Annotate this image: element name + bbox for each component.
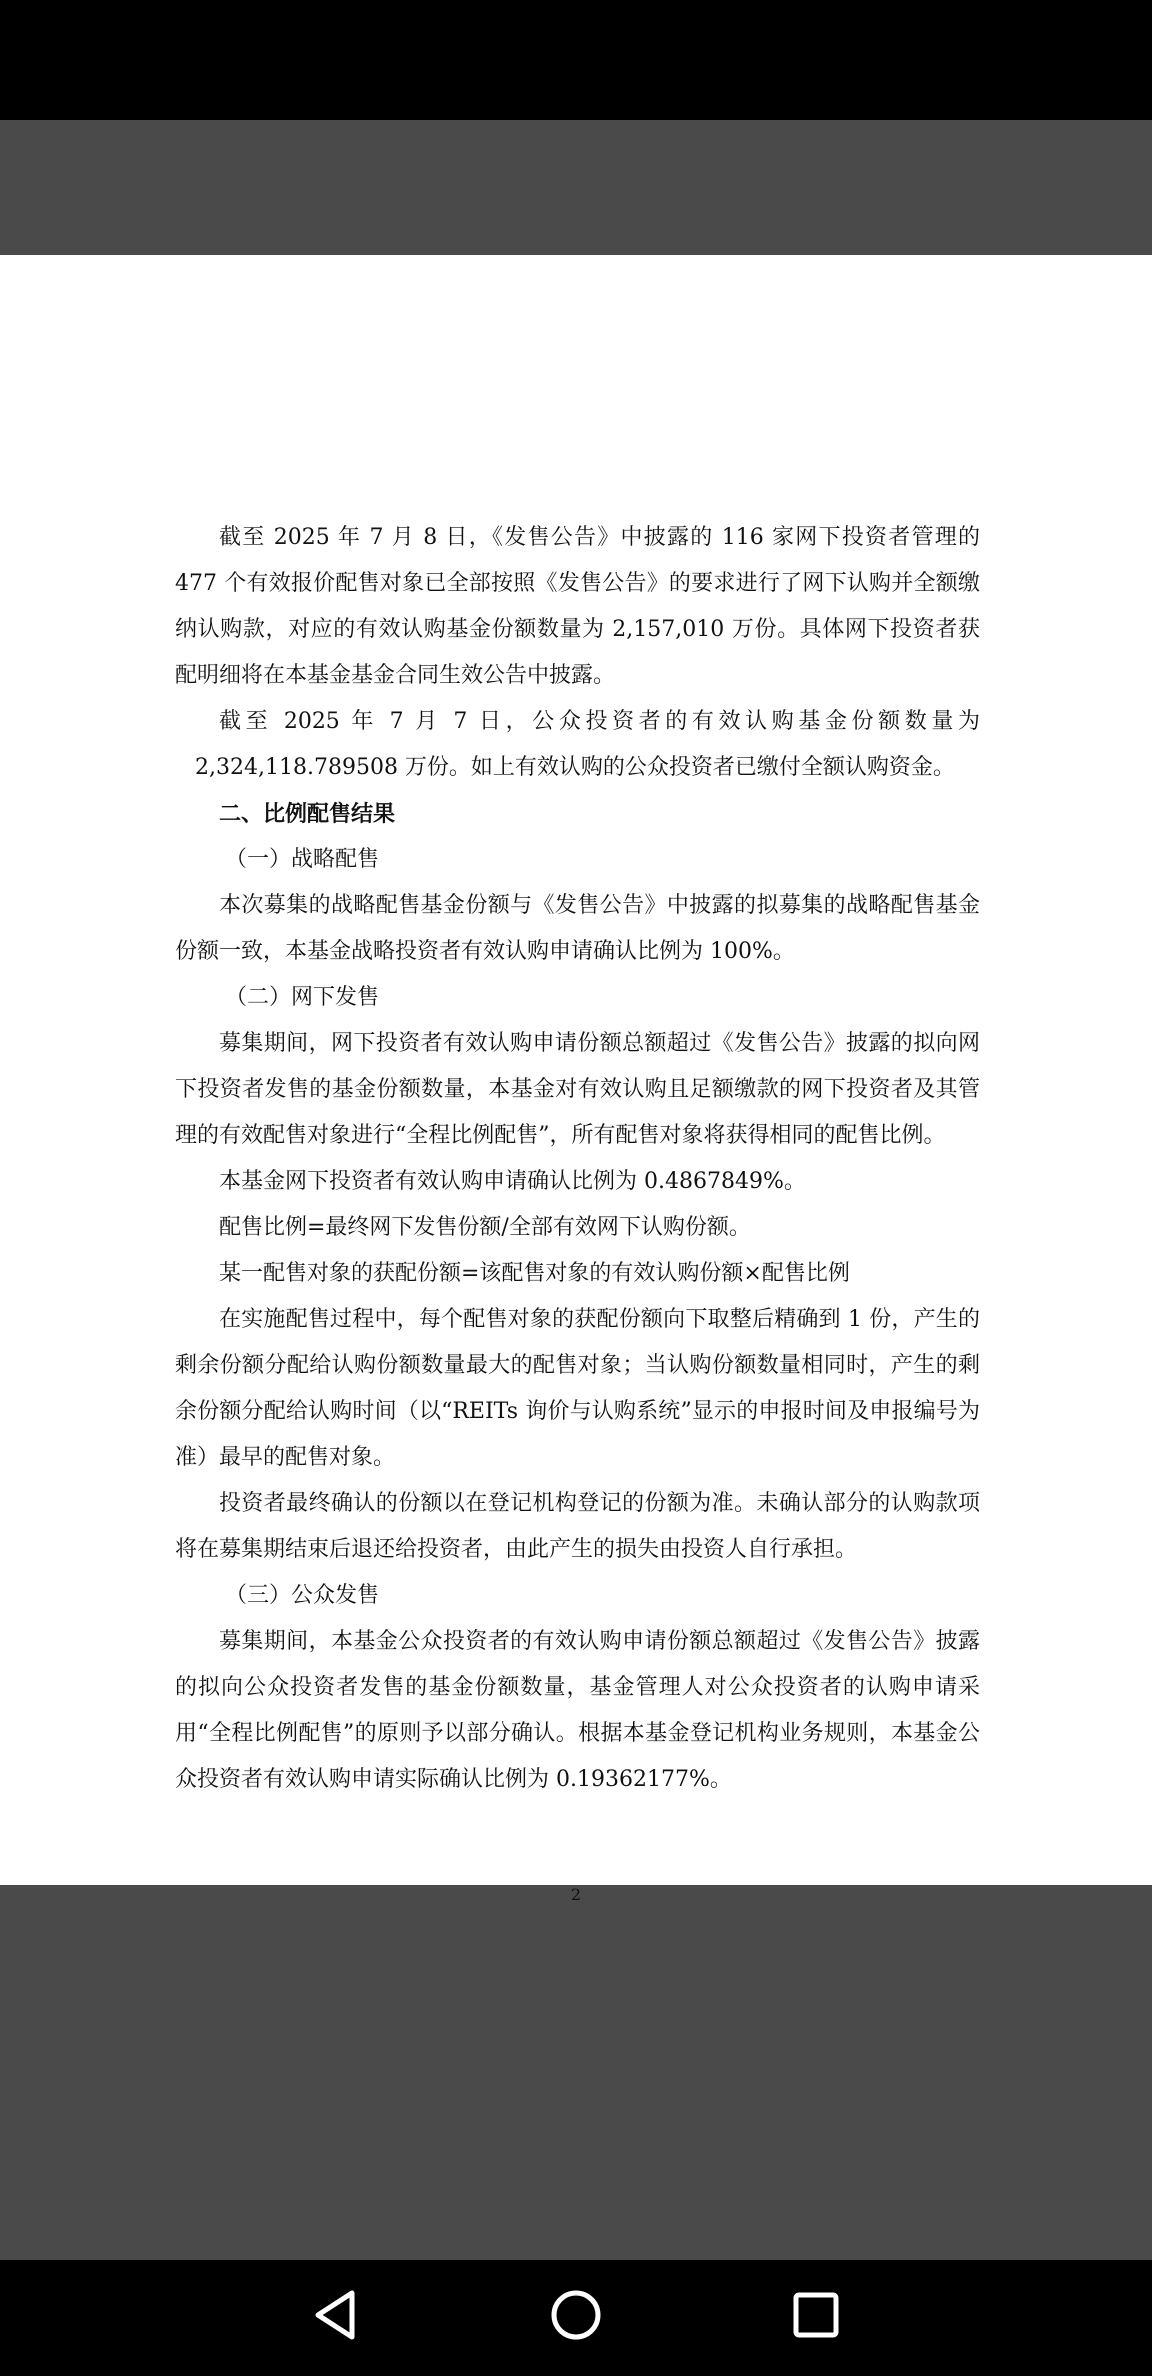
paragraph-offline-subscription: 截至 2025 年 7 月 8 日，《发售公告》中披露的 116 家网下投资者管理的 477 个有效报价配售对象已全部按照《发售公告》的要求进行了网下认购并全额缴纳认购款，对应的有效认购基金份额数量为 2,157,010 万份。具体网下投资者获配明细将在本基金基金合同生效公告中披露。	[175, 525, 980, 688]
recents-button[interactable]	[776, 2280, 856, 2350]
home-circle-icon	[549, 2288, 603, 2342]
document-page	[0, 255, 1152, 1904]
subheading-offline-offering: （二）网下发售	[225, 985, 380, 1010]
page-number: 2	[570, 1885, 582, 1904]
paragraph-final-confirmation: 投资者最终确认的份额以在登记机构登记的份额为准。未确认部分的认购款项将在募集期结束后退还给投资者，由此产生的损失由投资人自行承担。	[175, 1491, 980, 1562]
back-triangle-icon	[312, 2289, 360, 2341]
subheading-public-offering: （三）公众发售	[225, 1583, 380, 1608]
paragraph-public-offering: 募集期间，本基金公众投资者的有效认购申请份额总额超过《发售公告》披露的拟向公众投资者发售的基金份额数量，基金管理人对公众投资者的认购申请采用“全程比例配售”的原则予以部分确认。根据本基金登记机构业务规则，本基金公众投资者有效认购申请实际确认比例为 0.19362177%。	[175, 1629, 980, 1792]
paragraph-strategic-allotment: 本次募集的战略配售基金份额与《发售公告》中披露的拟募集的战略配售基金份额一致，本基金战略投资者有效认购申请确认比例为 100%。	[175, 893, 980, 964]
recents-square-icon	[791, 2290, 841, 2340]
home-button[interactable]	[536, 2280, 616, 2350]
paragraph-rounding-rule: 在实施配售过程中，每个配售对象的获配份额向下取整后精确到 1 份，产生的剩余份额分配给认购份额数量最大的配售对象；当认购份额数量相同时，产生的剩余份额分配给认购时间（以“REITs 询价与认购系统”显示的申报时间及申报编号为准）最早的配售对象。	[175, 1307, 980, 1470]
paragraph-offline-ratio: 本基金网下投资者有效认购申请确认比例为 0.4867849%。	[219, 1169, 806, 1194]
paragraph-ratio-formula: 配售比例=最终网下发售份额/全部有效网下认购份额。	[219, 1215, 751, 1240]
paragraph-offline-offering: 募集期间，网下投资者有效认购申请份额总额超过《发售公告》披露的拟向网下投资者发售的基金份额数量，本基金对有效认购且足额缴款的网下投资者及其管理的有效配售对象进行“全程比例配售”，所有配售对象将获得相同的配售比例。	[175, 1031, 980, 1148]
navigation-bar	[0, 2260, 1152, 2376]
back-button[interactable]	[296, 2280, 376, 2350]
subheading-strategic-allotment: （一）战略配售	[225, 847, 380, 872]
paragraph-public-subscription: 截至 2025 年 7 月 7 日，公众投资者的有效认购基金份额数量为	[219, 709, 980, 734]
section-heading-ratio-allotment: 二、比例配售结果	[219, 801, 396, 827]
status-bar	[0, 0, 1152, 120]
page-content	[175, 515, 980, 1803]
paragraph-public-subscription-cont: 2,324,118.789508 万份。如上有效认购的公众投资者已缴付全额认购资金。	[195, 755, 955, 780]
paragraph-allotment-formula: 某一配售对象的获配份额=该配售对象的有效认购份额×配售比例	[219, 1261, 850, 1286]
